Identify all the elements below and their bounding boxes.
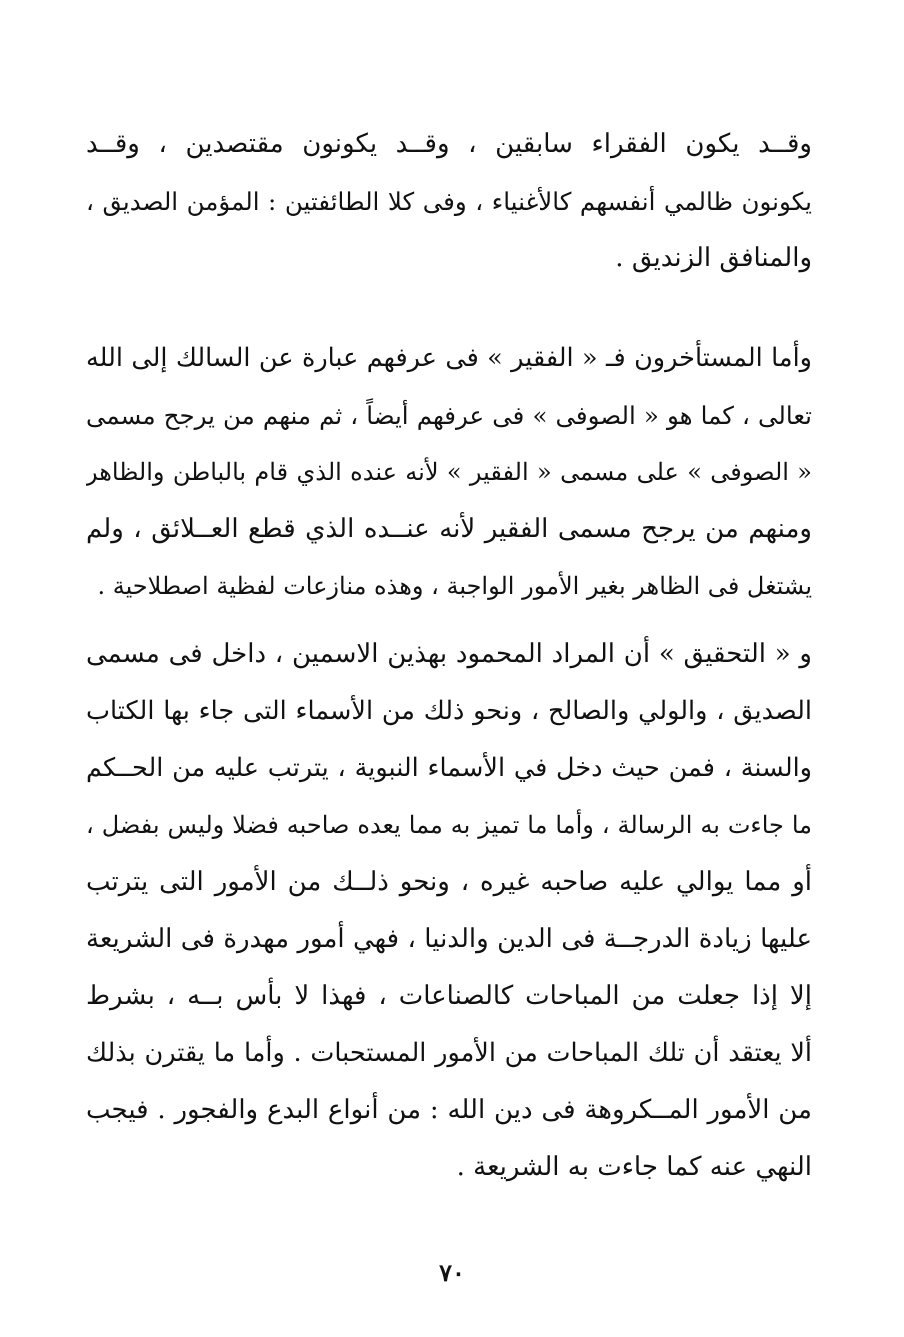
paragraph-verification bbox=[86, 626, 812, 1196]
text-line: تعالى ، كما هو « الصوفى » فى عرفهم أيضاً ، ثم منهم من يرجح مسمى bbox=[86, 401, 812, 430]
text-line: إلا إذا جعلت من المباحات كالصناعات ، فهذا لا بأس بــه ، بشرط bbox=[86, 981, 812, 1011]
text-line: يكونون ظالمي أنفسهم كالأغنياء ، وفى كلا الطائفتين : المؤمن الصديق ، bbox=[86, 187, 812, 216]
text-line: ما جاءت به الرسالة ، وأما ما تميز به مما يعده صاحبه فضلا وليس بفضل ، bbox=[86, 811, 812, 839]
text-line: الصديق ، والولي والصالح ، ونحو ذلك من الأسماء التى جاء بها الكتاب bbox=[86, 696, 812, 726]
page-number: ٧٠ bbox=[439, 1258, 465, 1287]
text-line: والمنافق الزنديق . bbox=[615, 243, 812, 273]
text-line: النهي عنه كما جاءت به الشريعة . bbox=[456, 1152, 812, 1182]
text-line: والسنة ، فمن حيث دخل في الأسماء النبوية ، يترتب عليه من الحــكم bbox=[86, 753, 812, 783]
text-line: يشتغل فى الظاهر بغير الأمور الواجبة ، وهذه منازعات لفظية اصطلاحية . bbox=[97, 572, 812, 600]
text-line: وأما المستأخرون فـ « الفقير » فى عرفهم عبارة عن السالك إلى الله bbox=[86, 343, 812, 373]
text-line: وقــد يكون الفقراء سابقين ، وقــد يكونون مقتصدين ، وقــد bbox=[86, 129, 812, 159]
text-line: ومنهم من يرجح مسمى الفقير لأنه عنــده الذي قطع العــلائق ، ولم bbox=[86, 514, 812, 544]
text-line: و « التحقيق » أن المراد المحمود بهذين الاسمين ، داخل فى مسمى bbox=[86, 639, 812, 669]
text-line: « الصوفى » على مسمى « الفقير » لأنه عنده الذي قام بالباطن والظاهر bbox=[86, 458, 812, 486]
text-line: أو مما يوالي عليه صاحبه غيره ، ونحو ذلــك من الأمور التى يترتب bbox=[86, 867, 812, 897]
paragraph-poor-types bbox=[86, 116, 812, 287]
text-line: عليها زيادة الدرجــة فى الدين والدنيا ، فهي أمور مهدرة فى الشريعة bbox=[86, 924, 812, 954]
text-line: من الأمور المــكروهة فى دين الله : من أنواع البدع والفجور . فيجب bbox=[86, 1095, 812, 1125]
paragraph-later-scholars bbox=[86, 330, 812, 615]
text-line: ألا يعتقد أن تلك المباحات من الأمور المستحبات . وأما ما يقترن بذلك bbox=[86, 1038, 812, 1068]
